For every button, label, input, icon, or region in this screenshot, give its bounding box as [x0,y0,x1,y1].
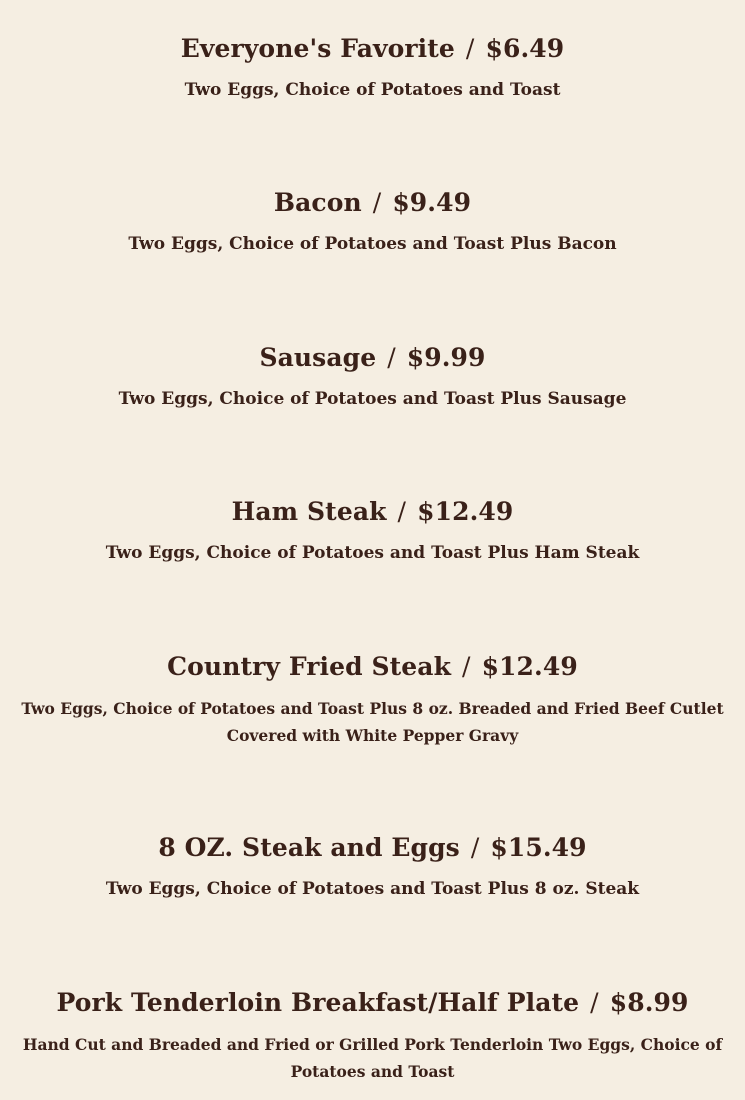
menu-item-name: Everyone's Favorite [180,34,455,63]
menu-item-description-line: Potatoes and Toast [290,1062,455,1081]
menu-item-title [0,833,745,863]
menu-item-description [20,77,725,104]
menu-item-title [0,988,745,1018]
price-separator: / [470,833,480,862]
price-separator: / [372,188,382,217]
menu-item-description [20,695,725,749]
menu-item-description-text: Two Eggs, Choice of Potatoes and Toast Plus 8 oz. Steak [105,879,640,899]
menu-item-price: $12.49 [417,497,514,526]
menu-item-title [0,343,745,373]
price-separator: / [387,343,396,372]
menu-item-description [20,1031,725,1085]
menu-item-description-text: Two Eggs, Choice of Potatoes and Toast Plus Ham Steak [105,543,640,563]
price-separator: / [397,497,407,526]
menu-item-description-text: Two Eggs, Choice of Potatoes and Toast Plus Sausage [118,389,627,409]
menu-item-price: $8.99 [609,988,689,1017]
menu-item-description [20,386,725,413]
menu-item-title [0,188,745,218]
price-separator: / [462,652,471,681]
menu-item-name: Ham Steak [231,497,387,526]
menu-item-name: 8 OZ. Steak and Eggs [158,833,460,862]
menu-item-title [0,34,745,64]
menu-item-name: Pork Tenderloin Breakfast/Half Plate [56,988,580,1017]
menu-item-description-line: Hand Cut and Breaded and Fried or Grilled Pork Tenderloin Two Eggs, Choice of [22,1035,723,1054]
menu-item-name: Bacon [273,188,362,217]
price-separator: / [465,34,475,63]
menu-item-price: $15.49 [490,833,587,862]
menu-item-description [20,540,725,567]
menu-item-price: $6.49 [485,34,565,63]
menu-item-description-line: Covered with White Pepper Gravy [226,726,519,745]
menu-item-price: $9.49 [392,188,472,217]
menu-item-price: $9.99 [406,343,486,372]
menu-item-description-text: Two Eggs, Choice of Potatoes and Toast [184,80,561,100]
menu-item-description [20,231,725,258]
menu-item-title [0,497,745,527]
menu-item-name: Country Fried Steak [167,652,452,681]
menu-item-description [20,876,725,903]
menu-item-price: $12.49 [481,652,578,681]
price-separator: / [590,988,599,1017]
menu-item-description-text: Two Eggs, Choice of Potatoes and Toast Plus Bacon [128,234,617,254]
menu-item-title [0,652,745,682]
menu-item-name: Sausage [259,343,377,372]
menu-item-description-line: Two Eggs, Choice of Potatoes and Toast Plus 8 oz. Breaded and Fried Beef Cutlet [21,699,724,718]
